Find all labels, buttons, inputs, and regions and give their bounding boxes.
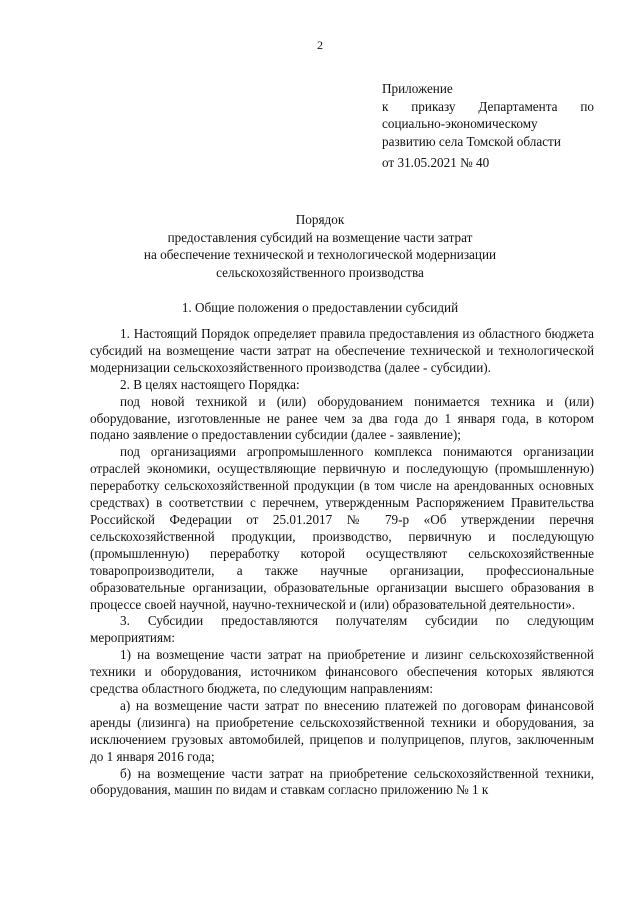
appendix-order-line (382, 98, 594, 116)
appendix-region-line: развитию села Томской области (382, 133, 561, 149)
paragraph: под новой техникой и (или) оборудованием понимается техника и (или) оборудование, изготовленные не ранее чем за два года до 1 января года, в котором подано заявление о предоставлении субсидии (далее - заявление); (90, 393, 594, 443)
section-heading: 1. Общие положения о предоставлении субсидий (181, 300, 459, 315)
title-line: предоставления субсидий на возмещение части затрат (167, 229, 473, 245)
appendix-date: от 31.05.2021 № 40 (382, 155, 490, 170)
body-text (90, 326, 594, 799)
paragraph: 2. В целях настоящего Порядка: (120, 376, 300, 392)
title-line: сельскохозяйственного производства (216, 264, 424, 280)
paragraph: 3. Субсидии предоставляются получателям субсидии по следующим мероприятиям: (90, 613, 594, 646)
title-line: Порядок (295, 212, 345, 227)
appendix-header (382, 80, 594, 150)
appendix-label: Приложение (382, 81, 453, 96)
paragraph: а) на возмещение части затрат по внесению платежей по договорам финансовой аренды (лизинга) на приобретение сельскохозяйственной техники и оборудования, за исключением грузовых автомобилей, прицепов и полуприцепов, плугов, заключенным до 1 января 2016 года; (90, 697, 594, 764)
page-number: 2 (317, 38, 323, 52)
paragraph: под организациями агропромышленного комплекса понимаются организации отраслей экономики, осуществляющие первичную и последующую (промышленную) переработку сельскохозяйственной продукции (в том числе на арендованных основных средствах) в соответствии с перечнем, утвержденным Распоряжением Правительства Российской Федерации от 25.01.2017 № 79-р «Об утверждении перечня сельскохозяйственной продукции, производство, первичную и последующую (промышленную) переработку которой осуществляют сельскохозяйственные товаропроизводители, а также научные организации, профессиональные образовательные организации, образовательные организации высшего образования в процессе своей научной, научно-технической и (или) образовательной деятельности». (90, 444, 594, 612)
appendix-word: приказу (411, 98, 456, 114)
paragraph: 1) на возмещение части затрат на приобретение и лизинг сельскохозяйственной техники и оборудования, источником финансового обеспечения которых являются средства областного бюджета, по следующим направлениям: (90, 647, 594, 697)
paragraph: б) на возмещение части затрат на приобретение сельскохозяйственной техники, оборудования, машин по видам и ставкам согласно приложению № 1 к (90, 765, 594, 798)
paragraph: 1. Настоящий Порядок определяет правила предоставления из областного бюджета субсидий на возмещение части затрат на обеспечение технической и технологической модернизации сельскохозяйственного производства (далее - субсидии). (90, 326, 594, 375)
title-line: на обеспечение технической и технологической модернизации (143, 247, 497, 262)
appendix-word: по (580, 98, 594, 114)
appendix-word: к (382, 98, 389, 114)
appendix-department-line: социально-экономическому (382, 116, 538, 131)
document-title (0, 211, 640, 281)
appendix-word: Департамента (478, 98, 558, 114)
